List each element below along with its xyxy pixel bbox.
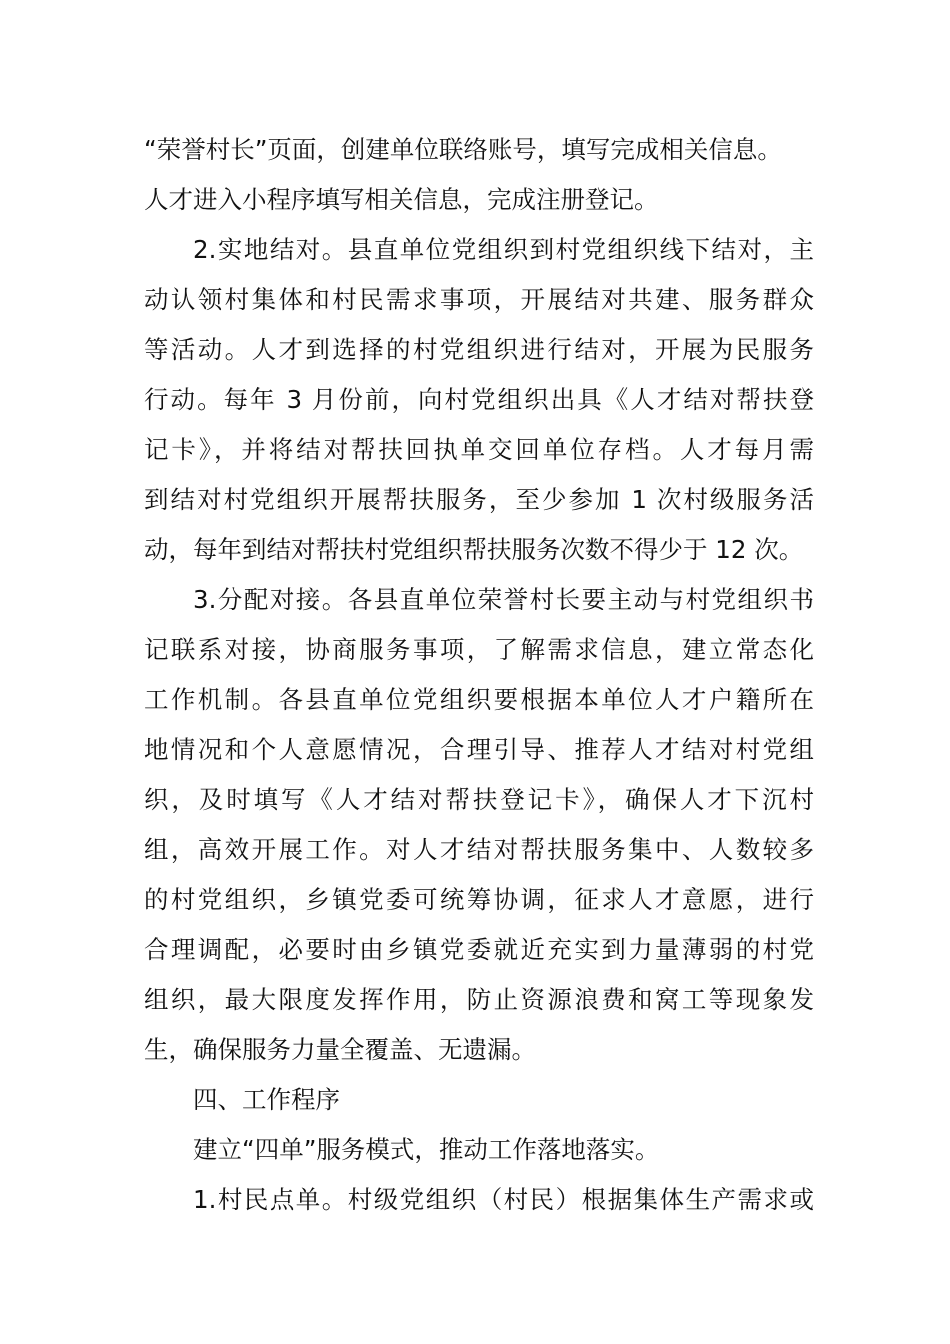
text-line: 组织，最大限度发挥作用，防止资源浪费和窝工等现象发 <box>144 985 814 1014</box>
text-line: 人才进入小程序填写相关信息，完成注册登记。 <box>144 185 659 214</box>
text-line: 地情况和个人意愿情况，合理引导、推荐人才结对村党组 <box>144 735 814 764</box>
text-line: 3.分配对接。各县直单位荣誉村长要主动与村党组织书 <box>193 585 814 614</box>
text-line: 的村党组织，乡镇党委可统筹协调，征求人才意愿，进行 <box>144 885 814 914</box>
text-line: 动，每年到结对帮扶村党组织帮扶服务次数不得少于 12 次。 <box>144 535 804 564</box>
text-line: 合理调配，必要时由乡镇党委就近充实到力量薄弱的村党 <box>144 935 814 964</box>
text-line: 工作机制。各县直单位党组织要根据本单位人才户籍所在 <box>144 685 814 714</box>
section-heading: 四、工作程序 <box>193 1085 340 1114</box>
text-line: 记联系对接，协商服务事项，了解需求信息，建立常态化 <box>144 635 814 664</box>
text-line: 组，高效开展工作。对人才结对帮扶服务集中、人数较多 <box>144 835 814 864</box>
text-line: 动认领村集体和村民需求事项，开展结对共建、服务群众 <box>144 285 814 314</box>
text-line: 1.村民点单。村级党组织（村民）根据集体生产需求或 <box>193 1185 814 1214</box>
text-line: 到结对村党组织开展帮扶服务，至少参加 1 次村级服务活 <box>144 485 814 514</box>
text-line: 等活动。人才到选择的村党组织进行结对，开展为民服务 <box>144 335 814 364</box>
text-line: 生，确保服务力量全覆盖、无遗漏。 <box>144 1035 536 1064</box>
text-line: 建立“四单”服务模式，推动工作落地落实。 <box>193 1135 660 1164</box>
text-line: 记卡》，并将结对帮扶回执单交回单位存档。人才每月需 <box>144 435 814 464</box>
text-line: 行动。每年 3 月份前，向村党组织出具《人才结对帮扶登 <box>144 385 814 414</box>
text-line: 2.实地结对。县直单位党组织到村党组织线下结对，主 <box>193 235 814 264</box>
text-line: 织，及时填写《人才结对帮扶登记卡》，确保人才下沉村 <box>144 785 814 814</box>
text-line: “荣誉村长”页面，创建单位联络账号，填写完成相关信息。 <box>144 135 782 164</box>
